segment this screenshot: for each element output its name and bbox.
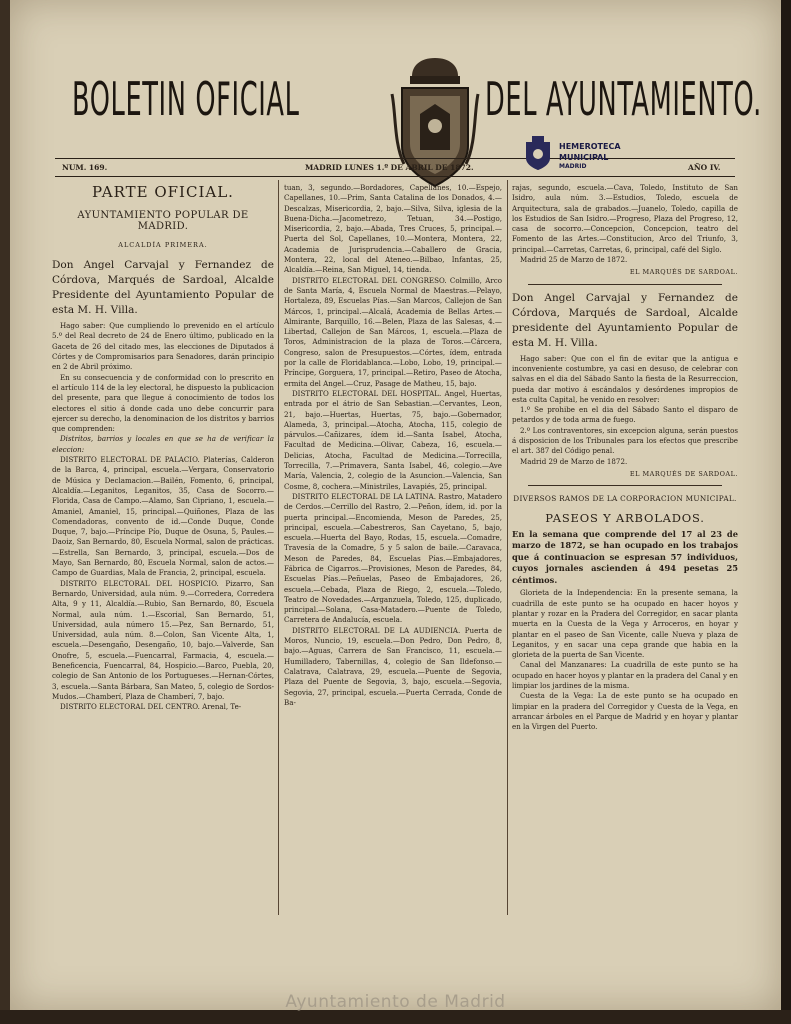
issue-year: AÑO IV.: [688, 163, 721, 172]
paragraph: Canal del Manzanares: La cuadrilla de este punto se ha ocupado en hacer hoyos y plantar en la pradera del Canal y en limpiar los jardines de la misma.: [512, 660, 738, 690]
issue-date: MADRID LUNES 1.º DE ABRIL DE 1872.: [305, 163, 474, 172]
header-rule-bottom: [55, 176, 735, 177]
paragraph: tuan, 3, segundo.—Bordadores, Capellanes, 10.—Espejo, Capellanes, 10.—Prim, Santa Catalina de los Donados, 4.—Descalzas, Misericordia, 2, bajo.—Silva, Silva, iglesia de la Buena-Dicha.—Jacometrezo, Tetuan, 34.—Postigo, Misericordia, 2, bajo.—Abada, Tres Cruces, 5, principal.—Puerta del Sol, Capellanes, 10.—Montera, Montera, 22, Academia de Jurisprudencia.—Caballero de Gracia, Montera, 22, local del Ateneo.—Bilbao, Infantas, 25, Alcaldía.—Reina, San Miguel, 14, tienda.: [284, 183, 502, 275]
paragraph: Distritos, barrios y locales en que se ha de verificar la eleccion:: [52, 434, 274, 454]
signature: EL MARQUÉS DE SARDOAL.: [629, 469, 738, 478]
column-divider-2: [507, 180, 508, 915]
district-palacio: DISTRITO ELECTORAL DE PALACIO. Platerías, Calderon de la Barca, 4, principal, escuela.—Vergara, Conservatorio de Música y Declamacion.—Bailén, Fomento, 6, principal, Alcaldía.—Leganitos, Leganitos, 35, Casa de Socorro.—Florida, Casa de Campo.—Alamo, San Cipriano, 1, escuela.—Amaniel, Amaniel, 15, principal.—Quiñones, Plaza de las Comendadoras, convento de id.—Conde Duque, Conde Duque, 7, bajo.—Príncipe Pío, Duque de Osuna, 5, Paules.—Daoiz, San Bernardo, 80, Escuela Normal, salon de prácticas.—Estrella, San Bernardo, 3, principal, escuela.—Dos de Mayo, San Bernardo, 80, Escuela Normal, salon de actos.—Campo de Guardias, Mala de Francia, 2, principal, escuela.: [52, 455, 274, 578]
separator: [528, 284, 722, 285]
section-title: PARTE OFICIAL.: [92, 183, 234, 201]
paragraph: En su consecuencia y de conformidad con lo prescrito en el artículo 114 de la ley electoral, he dispuesto la publicacion del presente, para que llegue á conocimiento de todos los electores el sitio á donde cada uno debe concurrir para ejercer su derecho, la denominacion de los distritos y barrios que comprenden:: [52, 372, 274, 434]
paragraph: Cuesta de la Vega: La de este punto se ha ocupado en limpiar en la pradera del Corregidor y Cuesta de la Vega, en arrancar árboles en el Parque de Madrid y en hoyar y plantar en la Virgen del Puerto.: [512, 691, 738, 732]
decree-date: Madrid 29 de Marzo de 1872.: [520, 456, 628, 466]
section-heading: DIVERSOS RAMOS DE LA CORPORACION MUNICIPAL.: [513, 494, 737, 504]
issue-number: NUM. 169.: [62, 163, 108, 172]
page-edge-shadow: [781, 0, 791, 1024]
district-hospital: DISTRITO ELECTORAL DEL HOSPITAL. Angel, Huertas, entrada por el átrio de San Sebastian.—Cervantes, Leon, 21, bajo.—Huertas, Huertas, 75, bajo.—Gobernador, Alameda, 3, principal.—Atocha, Atocha, 115, colegio de párvulos.—Cañizares, ídem id.—Santa Isabel, Atocha, Facultad de Medicina.—Olivar, Cabeza, 16, escuela.—Delicias, Atocha, Facultad de Medicina.—Torrecilla, Torrecilla, 7.—Primavera, Santa Isabel, 46, colegio.—Ave María, Valencia, 2, colegio de la Asuncion.—Valencia, San Cosme, 8, cochera.—Ministriles, Lavapiés, 25, principal.: [284, 388, 502, 491]
stamp-crest-icon: [523, 136, 553, 172]
district-congreso: DISTRITO ELECTORAL DEL CONGRESO. Colmillo, Arco de Santa María, 4, Escuela Normal de Maestras.—Pelayo, Hortaleza, 89, Escuelas Pías.—San Marcos, Callejon de San Márcos, 1, principal.—Alcalá, Academia de Bellas Artes.—Almirante, Barquillo, 16.—Belen, Plaza de las Salesas, 4.—Libertad, Callejon de San Márcos, 1, escuela.—Plaza de Toros, Administracion de la plaza de Toros.—Cárcera, Congreso, salon de Presupuestos.—Córtes, ídem, entrada por la calle de Floridablanca.—Lobo, Lobo, 19, principal.—Príncipe, Gorguera, 17, principal.—Retiro, Paseo de Atocha, ermita del Angel.—Cruz, Pasage de Matheu, 15, bajo.: [284, 275, 502, 388]
stamp-line-1: HEMEROTECA: [559, 142, 621, 151]
week-summary: En la semana que comprende del 17 al 23 de marzo de 1872, se han ocupado en los trabajos que á continuacion se espresan 57 individuos, cuyos jornales ascienden á 494 pesetas 25 céntimos.: [512, 528, 738, 585]
district-centro: DISTRITO ELECTORAL DEL CENTRO. Arenal, Te-: [60, 702, 242, 712]
watermark: Ayuntamiento de Madrid: [285, 992, 506, 1012]
paragraph: Glorieta de la Independencia: En la presente semana, la cuadrilla de este punto se ha ocupado en hacer hoyos y plantar y rozar en la Pradera del Corregidor, en sacar planta muerta en la Cuesta de la Vega y Arroceros, en hoyar y plantar en el paseo de San Vicente, calle Nueva y plaza de Leganitos, y en sacar una cepa grande que habia en la glorieta de la puerta de San Vicente.: [512, 588, 738, 660]
library-stamp: [523, 136, 633, 174]
paragraph: 1.º Se prohibe en el dia del Sábado Santo el disparo de petardos y de toda arma de fuego.: [512, 405, 738, 425]
district-latina: DISTRITO ELECTORAL DE LA LATINA. Rastro, Matadero de Cerdos.—Cerrillo del Rastro, 2.—Peñon, ídem, id. por la puerta principal.—Encomienda, Meson de Paredes, 25, principal, escuela.—Cabestreros, San Cayetano, 5, bajo, escuela.—Huerta del Bayo, Rodas, 15, escuela.—Comadre, Travesía de la Comadre, 5 y 5 salon de baile.—Caravaca, Meson de Paredes, 84, Escuelas Pías.—Embajadores, Fábrica de Cigarros.—Provisiones, Meson de Paredes, 84, Escuelas Pías.—Peñuelas, Paseo de Embajadores, 26, escuela.—Cebada, Plaza de Riego, 2, escuela.—Toledo, Teatro de Novedades.—Arganzuela, Toledo, 125, duplicado, principal.—Solana, Casa-Matadero.—Puente de Toledo, Carretera de Andalucía, escuela.: [284, 491, 502, 625]
paragraph: rajas, segundo, escuela.—Cava, Toledo, Instituto de San Isidro, aula núm. 3.—Estudios, Toledo, escuela de Arquitectura, sala de grabados.—Juanelo, Toledo, capilla de los Estudios de San Isidro.—Progreso, Plaza del Progreso, 12, casa de socorro.—Concepcion, Concepcion, teatro del Fomento de las Artes.—Constitucion, Arco del Triunfo, 3, principal.—Carretas, Carretas, 6, principal, café del Siglo.: [512, 183, 738, 254]
page-bottom-shadow: [0, 1010, 791, 1024]
coat-of-arms-icon: [390, 54, 480, 194]
stamp-line-2: MUNICIPAL: [559, 153, 609, 162]
column-2: [284, 183, 502, 708]
signature: EL MARQUÉS DE SARDOAL.: [629, 268, 738, 277]
paragraph: Hago saber: Que con el fin de evitar que la antigua e inconveniente costumbre, ya casi en desuso, de celebrar con salvas en el dia del Sábado Santo la fiesta de la Resurreccion, pueda dar motivo á escándalos y desórdenes impropios de esta culta Capital, he venido en resolver:: [512, 353, 738, 404]
district-hospicio: DISTRITO ELECTORAL DEL HOSPICIO. Pizarro, San Bernardo, Universidad, aula núm. 9.—Corredera, Corredera Alta, 9 y 11, Alcaldía.—Rubio, San Bernardo, 80, Escuela Normal, aula núm. 1.—Escorial, San Bernardo, 51, Universidad, aula número 15.—Pez, San Bernardo, 51, Universidad, aula núm. 8.—Colon, San Vicente Alta, 1, escuela.—Desengaño, Desengaño, 10, bajo.—Valverde, San Onofre, 5, escuela.—Fuencarral, Farmacia, 4, escuela.—Beneficencia, Fuencarral, 84, Hospicio.—Barco, Puebla, 20, colegio de San Antonio de los Portugueses.—Hernan-Córtes, 3, escuela.—Santa Bárbara, San Mateo, 5, colegio de Sordos-Mudos.—Chamberí, Plaza de Chamberí, 7, bajo.: [52, 578, 274, 701]
column-divider-1: [278, 180, 279, 915]
masthead-title-right: DEL AYUNTAMIENTO.: [485, 72, 762, 126]
masthead: [60, 50, 762, 150]
subsection-title: PASEOS Y ARBOLADOS.: [545, 510, 705, 525]
masthead-title-left: BOLETIN OFICIAL: [72, 72, 300, 126]
alcaldia-subtitle: ALCALDÍA PRIMERA.: [118, 240, 208, 249]
paragraph: 2.º Los contraventores, sin excepcion alguna, serán puestos á disposicion de los Tribunales para los efectos que prescribe el art. 387 del Código penal.: [512, 425, 738, 456]
column-3: [512, 183, 738, 732]
district-audiencia: DISTRITO ELECTORAL DE LA AUDIENCIA. Puerta de Moros, Nuncio, 19, escuela.—Don Pedro, Don Pedro, 8, bajo.—Aguas, Carrera de San Francisco, 11, escuela.—Humilladero, Tabernillas, 4, colegio de San Ildefonso.—Calatrava, Calatrava, 29, escuela.—Puente de Segovia, Plaza del Puente de Segovia, 3, bajo, escuela.—Segovia, Segovia, 27, principal, escuela.—Puerta Cerrada, Conde de Ba-: [284, 625, 502, 707]
column-1: [52, 183, 274, 712]
stamp-line-3: MADRID: [559, 163, 587, 170]
decree-heading: Don Angel Carvajal y Fernandez de Córdova, Marqués de Sardoal, Alcalde presidente del Ayuntamiento Popular de esta M. H. Villa.: [512, 291, 738, 349]
paragraph: Hago saber: Que cumpliendo lo prevenido en el artículo 5.º del Real decreto de 24 de Enero último, publicado en la Gaceta de 26 del citado mes, las elecciones de Diputados á Córtes y de Compromisarios para Senadores, darán principio en 2 de Abril próximo.: [52, 321, 274, 372]
separator: [528, 485, 722, 486]
ayuntamiento-title: AYUNTAMIENTO POPULAR DE MADRID.: [77, 210, 249, 232]
decree-date: Madrid 25 de Marzo de 1872.: [520, 255, 628, 265]
decree-heading: Don Angel Carvajal y Fernandez de Córdova, Marqués de Sardoal, Alcalde Presidente del Ayuntamiento Popular de esta M. H. Villa.: [52, 259, 274, 317]
header-rule-top: [55, 158, 735, 159]
